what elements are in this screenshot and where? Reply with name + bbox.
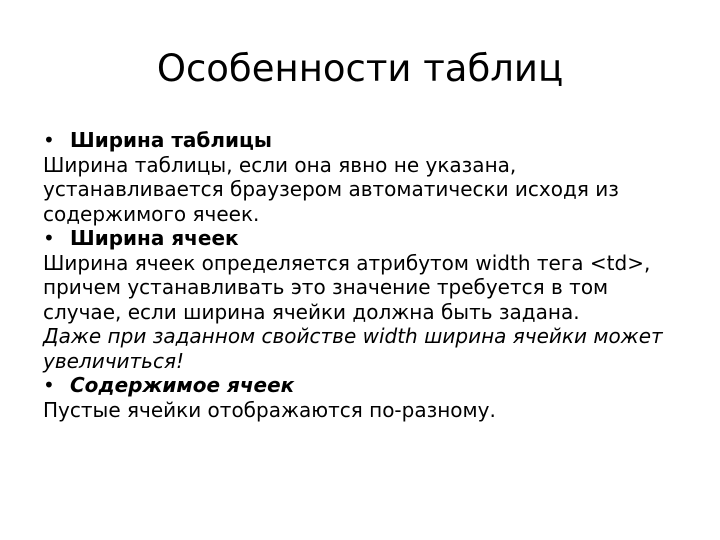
bullet-icon: •: [43, 226, 55, 250]
body-text-line: причем устанавливать это значение требуется в том: [43, 275, 609, 299]
bullet-item-cell-width: [43, 226, 683, 251]
body-text-line: Ширина ячеек определяется атрибутом width тега <td>,: [43, 250, 651, 275]
bullet-heading: Ширина таблицы: [70, 128, 272, 152]
bullet-item-table-width: [43, 128, 683, 153]
body-text-line: Пустые ячейки отображаются по-разному.: [43, 397, 496, 422]
bullet-icon: •: [43, 128, 55, 152]
body-text-line: устанавливается браузером автоматически исходя из: [43, 177, 619, 201]
bullet-item-cell-content: [43, 373, 683, 398]
slide-title: Особенности таблиц: [156, 47, 564, 90]
body-text-line: содержимого ячеек.: [43, 201, 260, 226]
slide-content: [43, 128, 683, 422]
emphasis-text-line: увеличиться!: [43, 348, 185, 373]
bullet-heading: Ширина ячеек: [70, 226, 239, 250]
body-text-line: Ширина таблицы, если она явно не указана,: [43, 152, 517, 177]
emphasis-text-line: Даже при заданном свойстве width ширина ячейки может: [43, 324, 663, 348]
body-text-line: случае, если ширина ячейки должна быть задана.: [43, 299, 580, 324]
bullet-icon: •: [43, 373, 55, 397]
bullet-heading: Содержимое ячеек: [70, 373, 295, 397]
